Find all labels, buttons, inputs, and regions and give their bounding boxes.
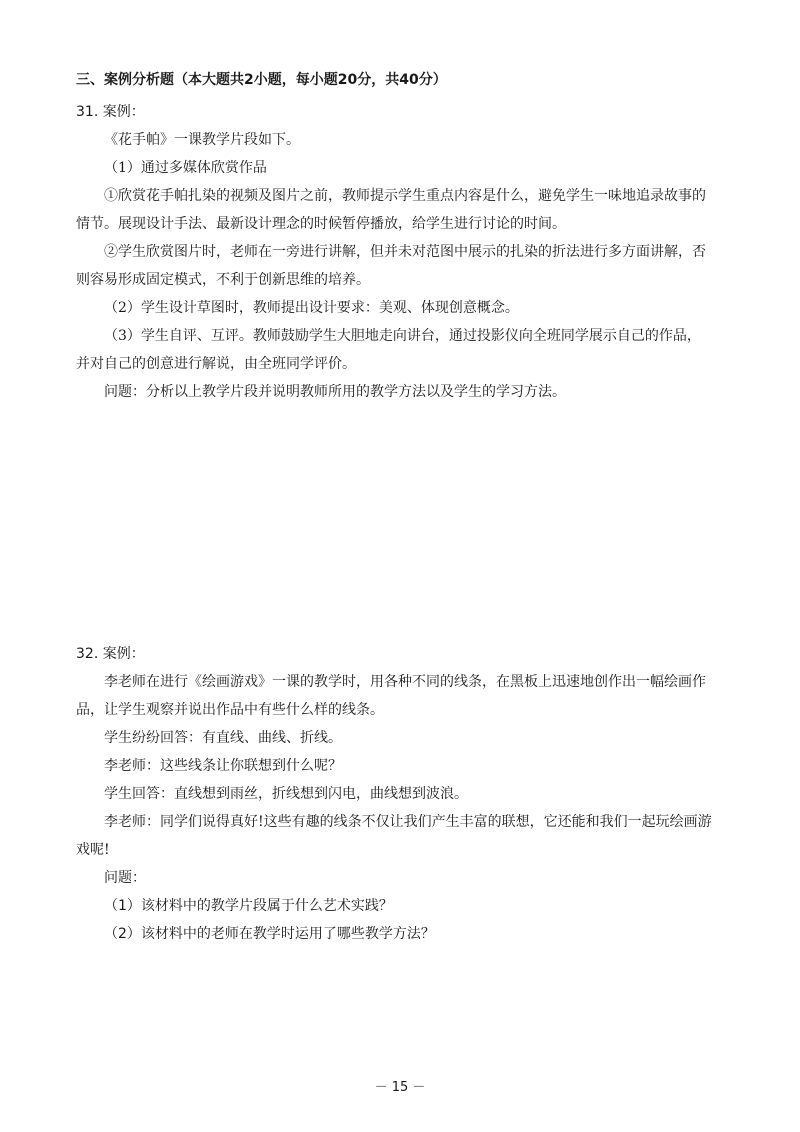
q31-step3-line1: （3）学生自评、互评。教师鼓励学生大胆地走向讲台，通过投影仪向全班同学展示自己的作品， xyxy=(104,328,701,344)
page-number: － 15 － xyxy=(374,1080,426,1095)
q32-student2: 学生回答：直线想到雨丝，折线想到闪电，曲线想到波浪。 xyxy=(104,786,468,802)
q32-student1: 学生纷纷回答：有直线、曲线、折线。 xyxy=(104,730,342,746)
q32-p1-line1: 李老师在进行《绘画游戏》一课的教学时，用各种不同的线条，在黑板上迅速地创作出一幅绘画作 xyxy=(104,674,706,690)
q31-step1-title: （1）通过多媒体欣赏作品 xyxy=(104,160,267,176)
q32-sub2: （2）该材料中的老师在教学时运用了哪些教学方法？ xyxy=(104,926,435,942)
q32-sub1: （1）该材料中的教学片段属于什么艺术实践？ xyxy=(104,898,393,914)
q32-teacher1: 李老师：这些线条让你联想到什么呢？ xyxy=(104,758,342,774)
q31-p1-line2: 情节。展现设计手法、最新设计理念的时候暂停播放，给学生进行讨论的时间。 xyxy=(76,216,566,232)
q31-number: 31. 案例： xyxy=(76,104,145,120)
q32-p1-line2: 品，让学生观察并说出作品中有些什么样的线条。 xyxy=(76,702,384,718)
q31-step3-line2: 并对自己的创意进行解说，由全班同学评价。 xyxy=(76,356,356,372)
q31-step2: （2）学生设计草图时，教师提出设计要求：美观、体现创意概念。 xyxy=(104,300,519,316)
section-heading: 三、案例分析题（本大题共2小题，每小题20分，共40分） xyxy=(76,72,447,88)
q31-p2-line1: ②学生欣赏图片时，老师在一旁进行讲解，但并未对范图中展示的扎染的折法进行多方面讲解，否 xyxy=(104,244,706,260)
q32-teacher2-line1: 李老师：同学们说得真好!这些有趣的线条不仅让我们产生丰富的联想，它还能和我们一起玩绘画游 xyxy=(104,814,712,830)
q31-intro: 《花手帕》一课教学片段如下。 xyxy=(104,132,300,148)
q32-number: 32. 案例： xyxy=(76,646,145,662)
q31-p1-line1: ①欣赏花手帕扎染的视频及图片之前，教师提示学生重点内容是什么，避免学生一味地追录故事的 xyxy=(104,188,706,204)
q31-question: 问题：分析以上教学片段并说明教师所用的教学方法以及学生的学习方法。 xyxy=(104,384,566,400)
q32-teacher2-line2: 戏呢! xyxy=(76,842,110,858)
q31-p2-line2: 则容易形成固定模式，不利于创新思维的培养。 xyxy=(76,272,370,288)
q32-question-label: 问题： xyxy=(104,870,146,886)
